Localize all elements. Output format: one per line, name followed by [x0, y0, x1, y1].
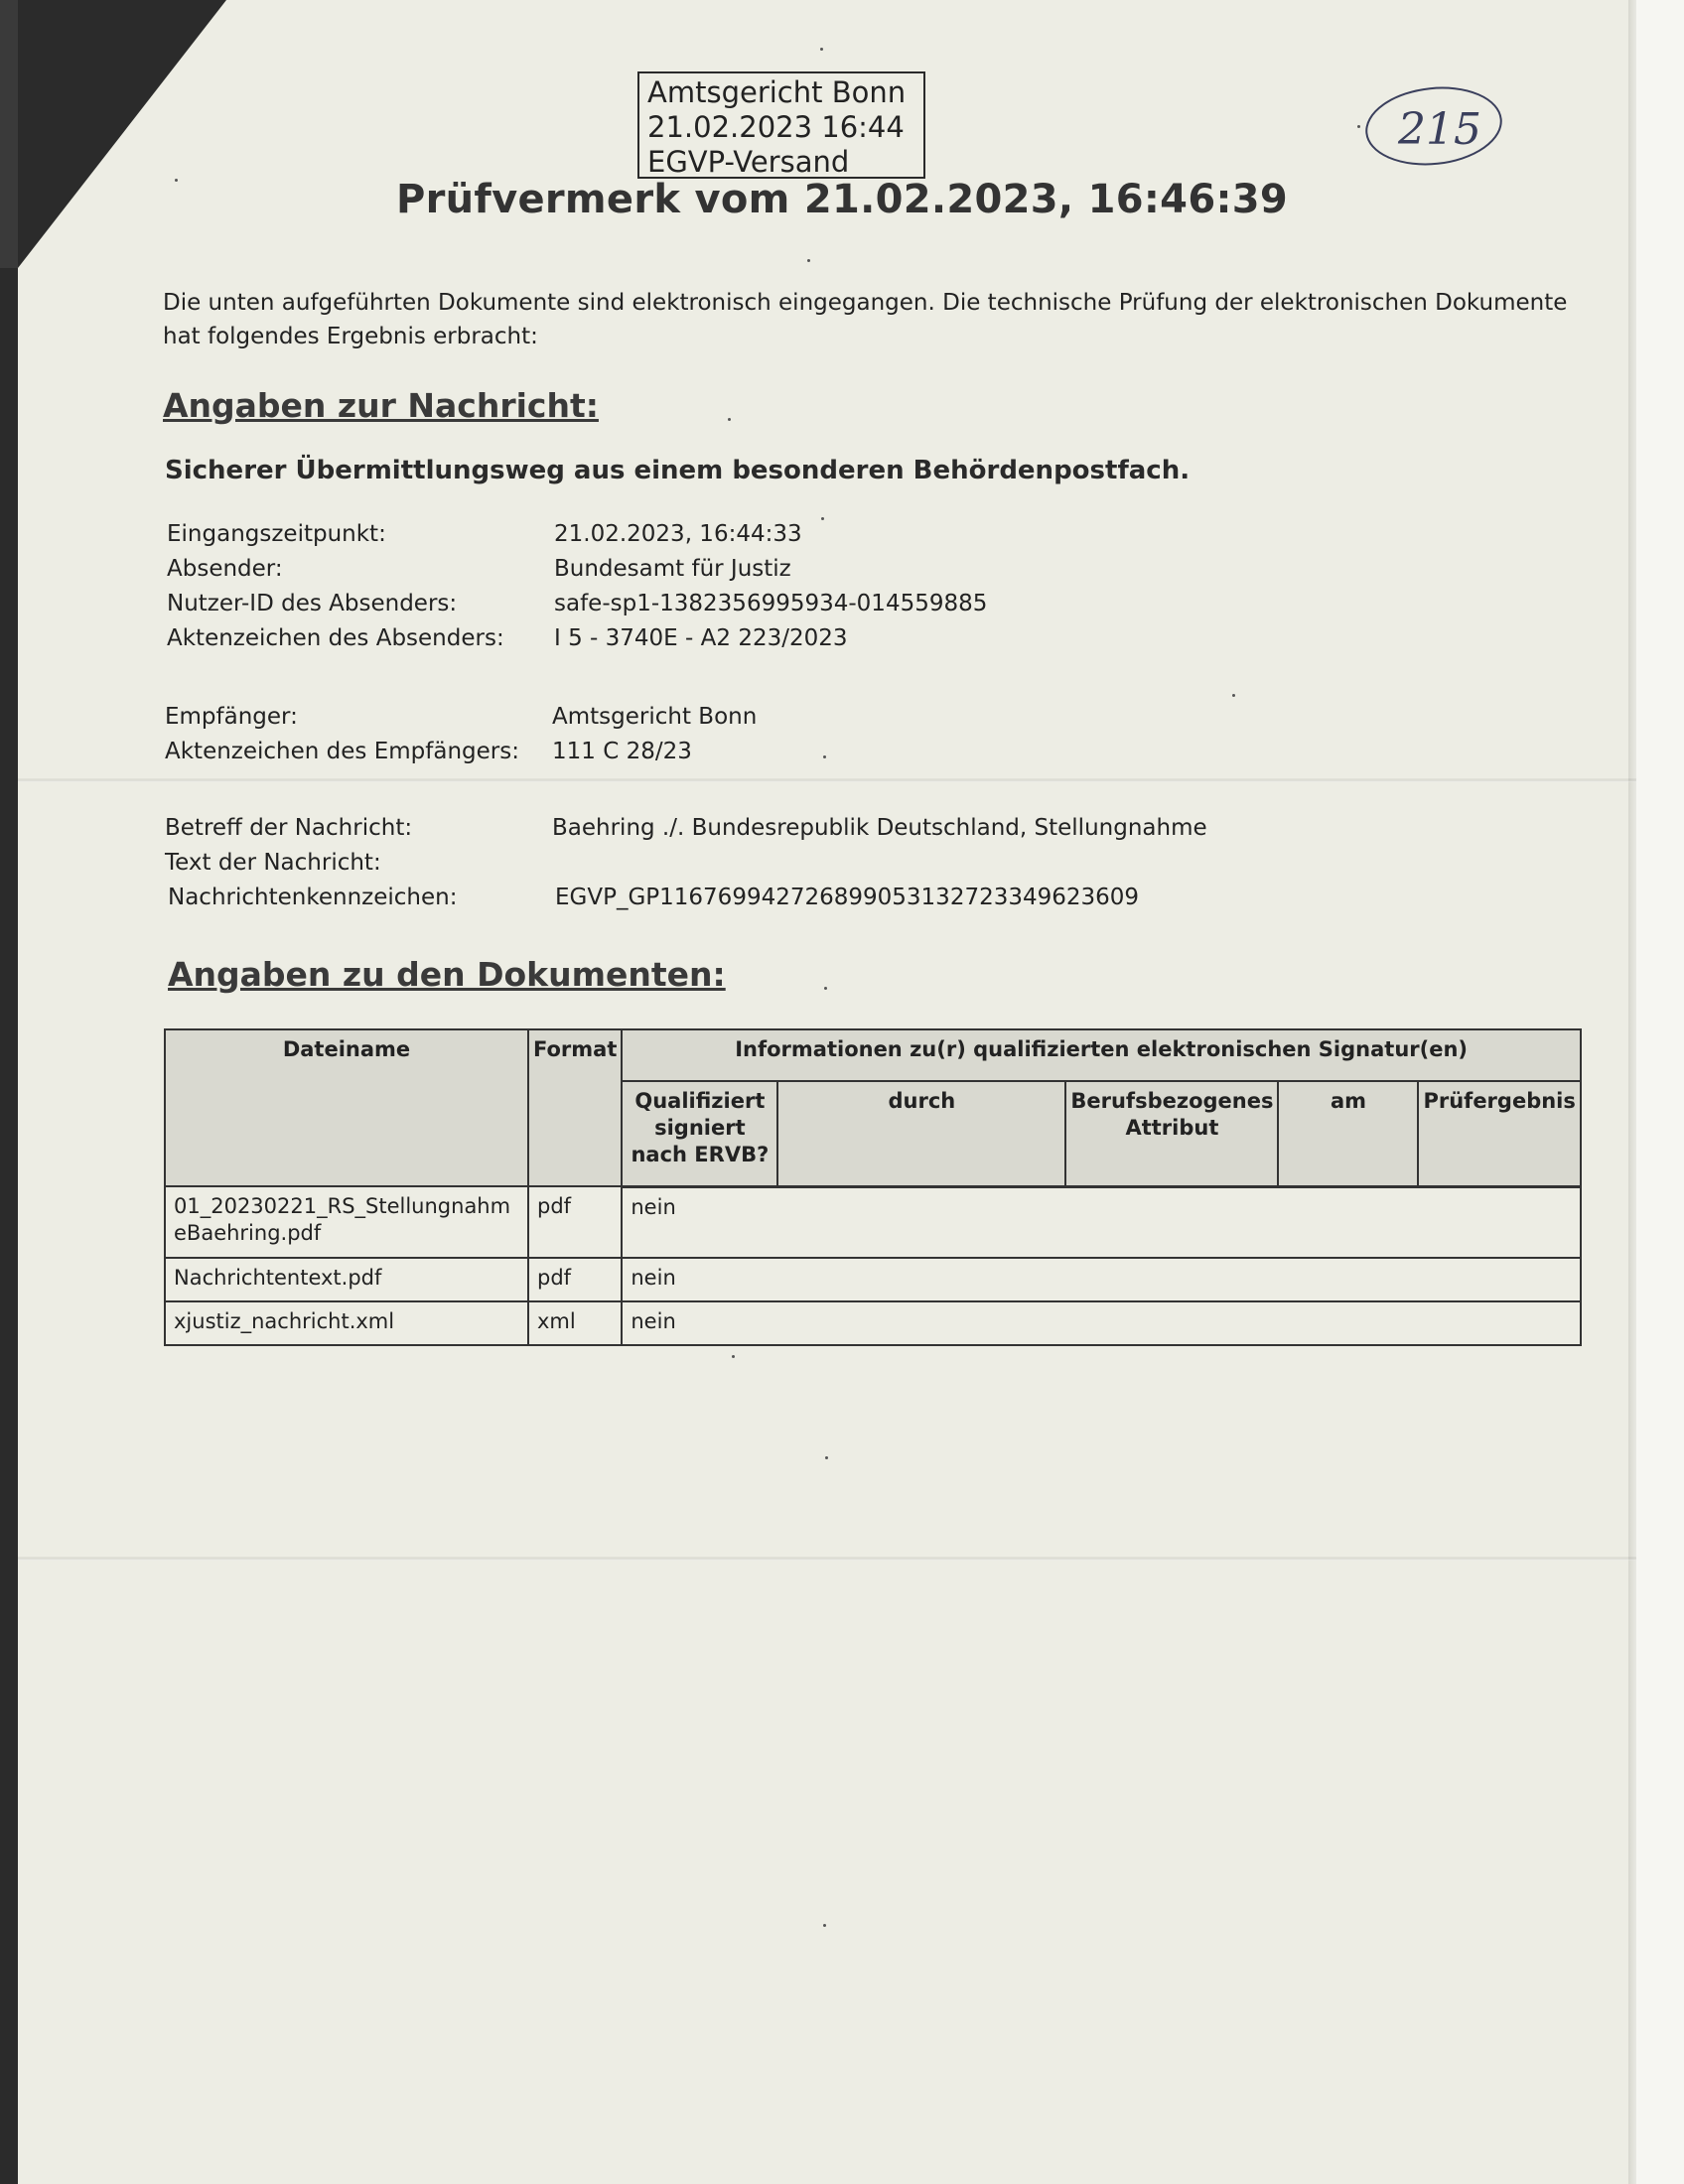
stamp-line: EGVP-Versand — [647, 145, 850, 179]
table-row — [165, 1186, 1581, 1258]
intro-text: Die unten aufgeführten Dokumente sind elektronisch eingegangen. Die technische Prüfung der elektronischen Dokumente hat folgendes Ergebnis erbracht: — [163, 290, 1568, 349]
folio-number: 215 — [1398, 104, 1481, 155]
detail-row — [167, 552, 987, 587]
detail-row — [167, 517, 987, 552]
scan-speck — [825, 1456, 828, 1459]
detail-row — [167, 587, 987, 621]
scan-speck — [175, 179, 178, 182]
stamp-line: Amtsgericht Bonn — [647, 75, 907, 109]
page-title: Prüfvermerk vom 21.02.2023, 16:46:39 — [395, 177, 1289, 222]
paper-fold — [18, 1557, 1636, 1561]
detail-value: 111 C 28/23 — [552, 739, 692, 764]
scan-speck — [1232, 694, 1235, 697]
detail-label: Empfänger: — [165, 704, 298, 730]
scan-speck — [732, 1355, 735, 1358]
cell-format: pdf — [528, 1258, 622, 1301]
cell-qualifiziert: nein — [622, 1301, 1581, 1345]
section-heading-dokumente: Angaben zu den Dokumenten: — [168, 955, 726, 994]
scan-speck — [823, 755, 826, 758]
scan-margin — [1636, 0, 1684, 2184]
scan-speck — [1357, 125, 1360, 128]
documents-table — [164, 1028, 1582, 1346]
column-header-qualifiziert: Qualifiziert signiert nach ERVB? — [622, 1081, 777, 1186]
detail-label: Absender: — [167, 556, 283, 582]
detail-value: I 5 - 3740E - A2 223/2023 — [554, 625, 848, 651]
detail-label: Text der Nachricht: — [165, 850, 381, 876]
column-header-format: Format — [528, 1029, 622, 1186]
detail-value: Amtsgericht Bonn — [552, 704, 758, 730]
scan-speck — [824, 987, 827, 990]
column-header-dateiname: Dateiname — [165, 1029, 528, 1186]
detail-row — [165, 846, 1207, 881]
detail-row — [165, 811, 1207, 846]
cell-dateiname: 01_20230221_RS_Stellungnahm eBaehring.pdf — [165, 1186, 528, 1258]
message-details — [165, 811, 1207, 915]
scan-speck — [823, 1924, 826, 1927]
column-header-signatur-group: Informationen zu(r) qualifizierten elektronischen Signatur(en) — [622, 1029, 1581, 1081]
detail-row — [165, 735, 757, 769]
cell-format: pdf — [528, 1186, 622, 1258]
recipient-details — [165, 700, 757, 769]
detail-label: Nachrichtenkennzeichen: — [168, 885, 458, 910]
detail-value: Bundesamt für Justiz — [554, 556, 791, 582]
cell-dateiname: Nachrichtentext.pdf — [165, 1258, 528, 1301]
column-header-durch: durch — [777, 1081, 1065, 1186]
detail-row — [165, 700, 757, 735]
handwritten-folio-mark — [1360, 84, 1504, 174]
detail-label: Eingangszeitpunkt: — [167, 521, 386, 547]
detail-row — [167, 621, 987, 656]
section-heading-nachricht: Angaben zur Nachricht: — [163, 386, 599, 425]
scan-speck — [821, 517, 824, 520]
sender-details — [167, 517, 987, 656]
cell-qualifiziert: nein — [622, 1258, 1581, 1301]
paper-fold — [18, 778, 1636, 782]
cell-qualifiziert: nein — [622, 1186, 1581, 1258]
column-header-am: am — [1278, 1081, 1418, 1186]
detail-row — [165, 881, 1207, 915]
court-stamp — [637, 71, 925, 179]
detail-value: Baehring ./. Bundesrepublik Deutschland, Stellungnahme — [552, 815, 1207, 841]
stamp-line: 21.02.2023 16:44 — [647, 110, 905, 144]
column-header-attribut: Berufsbezogenes Attribut — [1065, 1081, 1278, 1186]
scan-speck — [820, 48, 823, 51]
scan-edge — [0, 0, 18, 268]
column-header-pruefergebnis: Prüfergebnis — [1418, 1081, 1580, 1186]
scan-speck — [807, 259, 810, 262]
scan-speck — [728, 418, 731, 421]
detail-value: EGVP_GP116769942726899053132723349623609 — [555, 885, 1140, 910]
table-row — [165, 1301, 1581, 1345]
detail-label: Betreff der Nachricht: — [165, 815, 413, 841]
table-row — [165, 1258, 1581, 1301]
detail-label: Nutzer-ID des Absenders: — [167, 591, 458, 616]
detail-value: safe-sp1-1382356995934-014559885 — [554, 591, 988, 616]
transmission-route: Sicherer Übermittlungsweg aus einem besonderen Behördenpostfach. — [165, 456, 1191, 485]
detail-value: 21.02.2023, 16:44:33 — [554, 521, 802, 547]
detail-label: Aktenzeichen des Empfängers: — [165, 739, 519, 764]
cell-format: xml — [528, 1301, 622, 1345]
cell-dateiname: xjustiz_nachricht.xml — [165, 1301, 528, 1345]
detail-label: Aktenzeichen des Absenders: — [167, 625, 504, 651]
